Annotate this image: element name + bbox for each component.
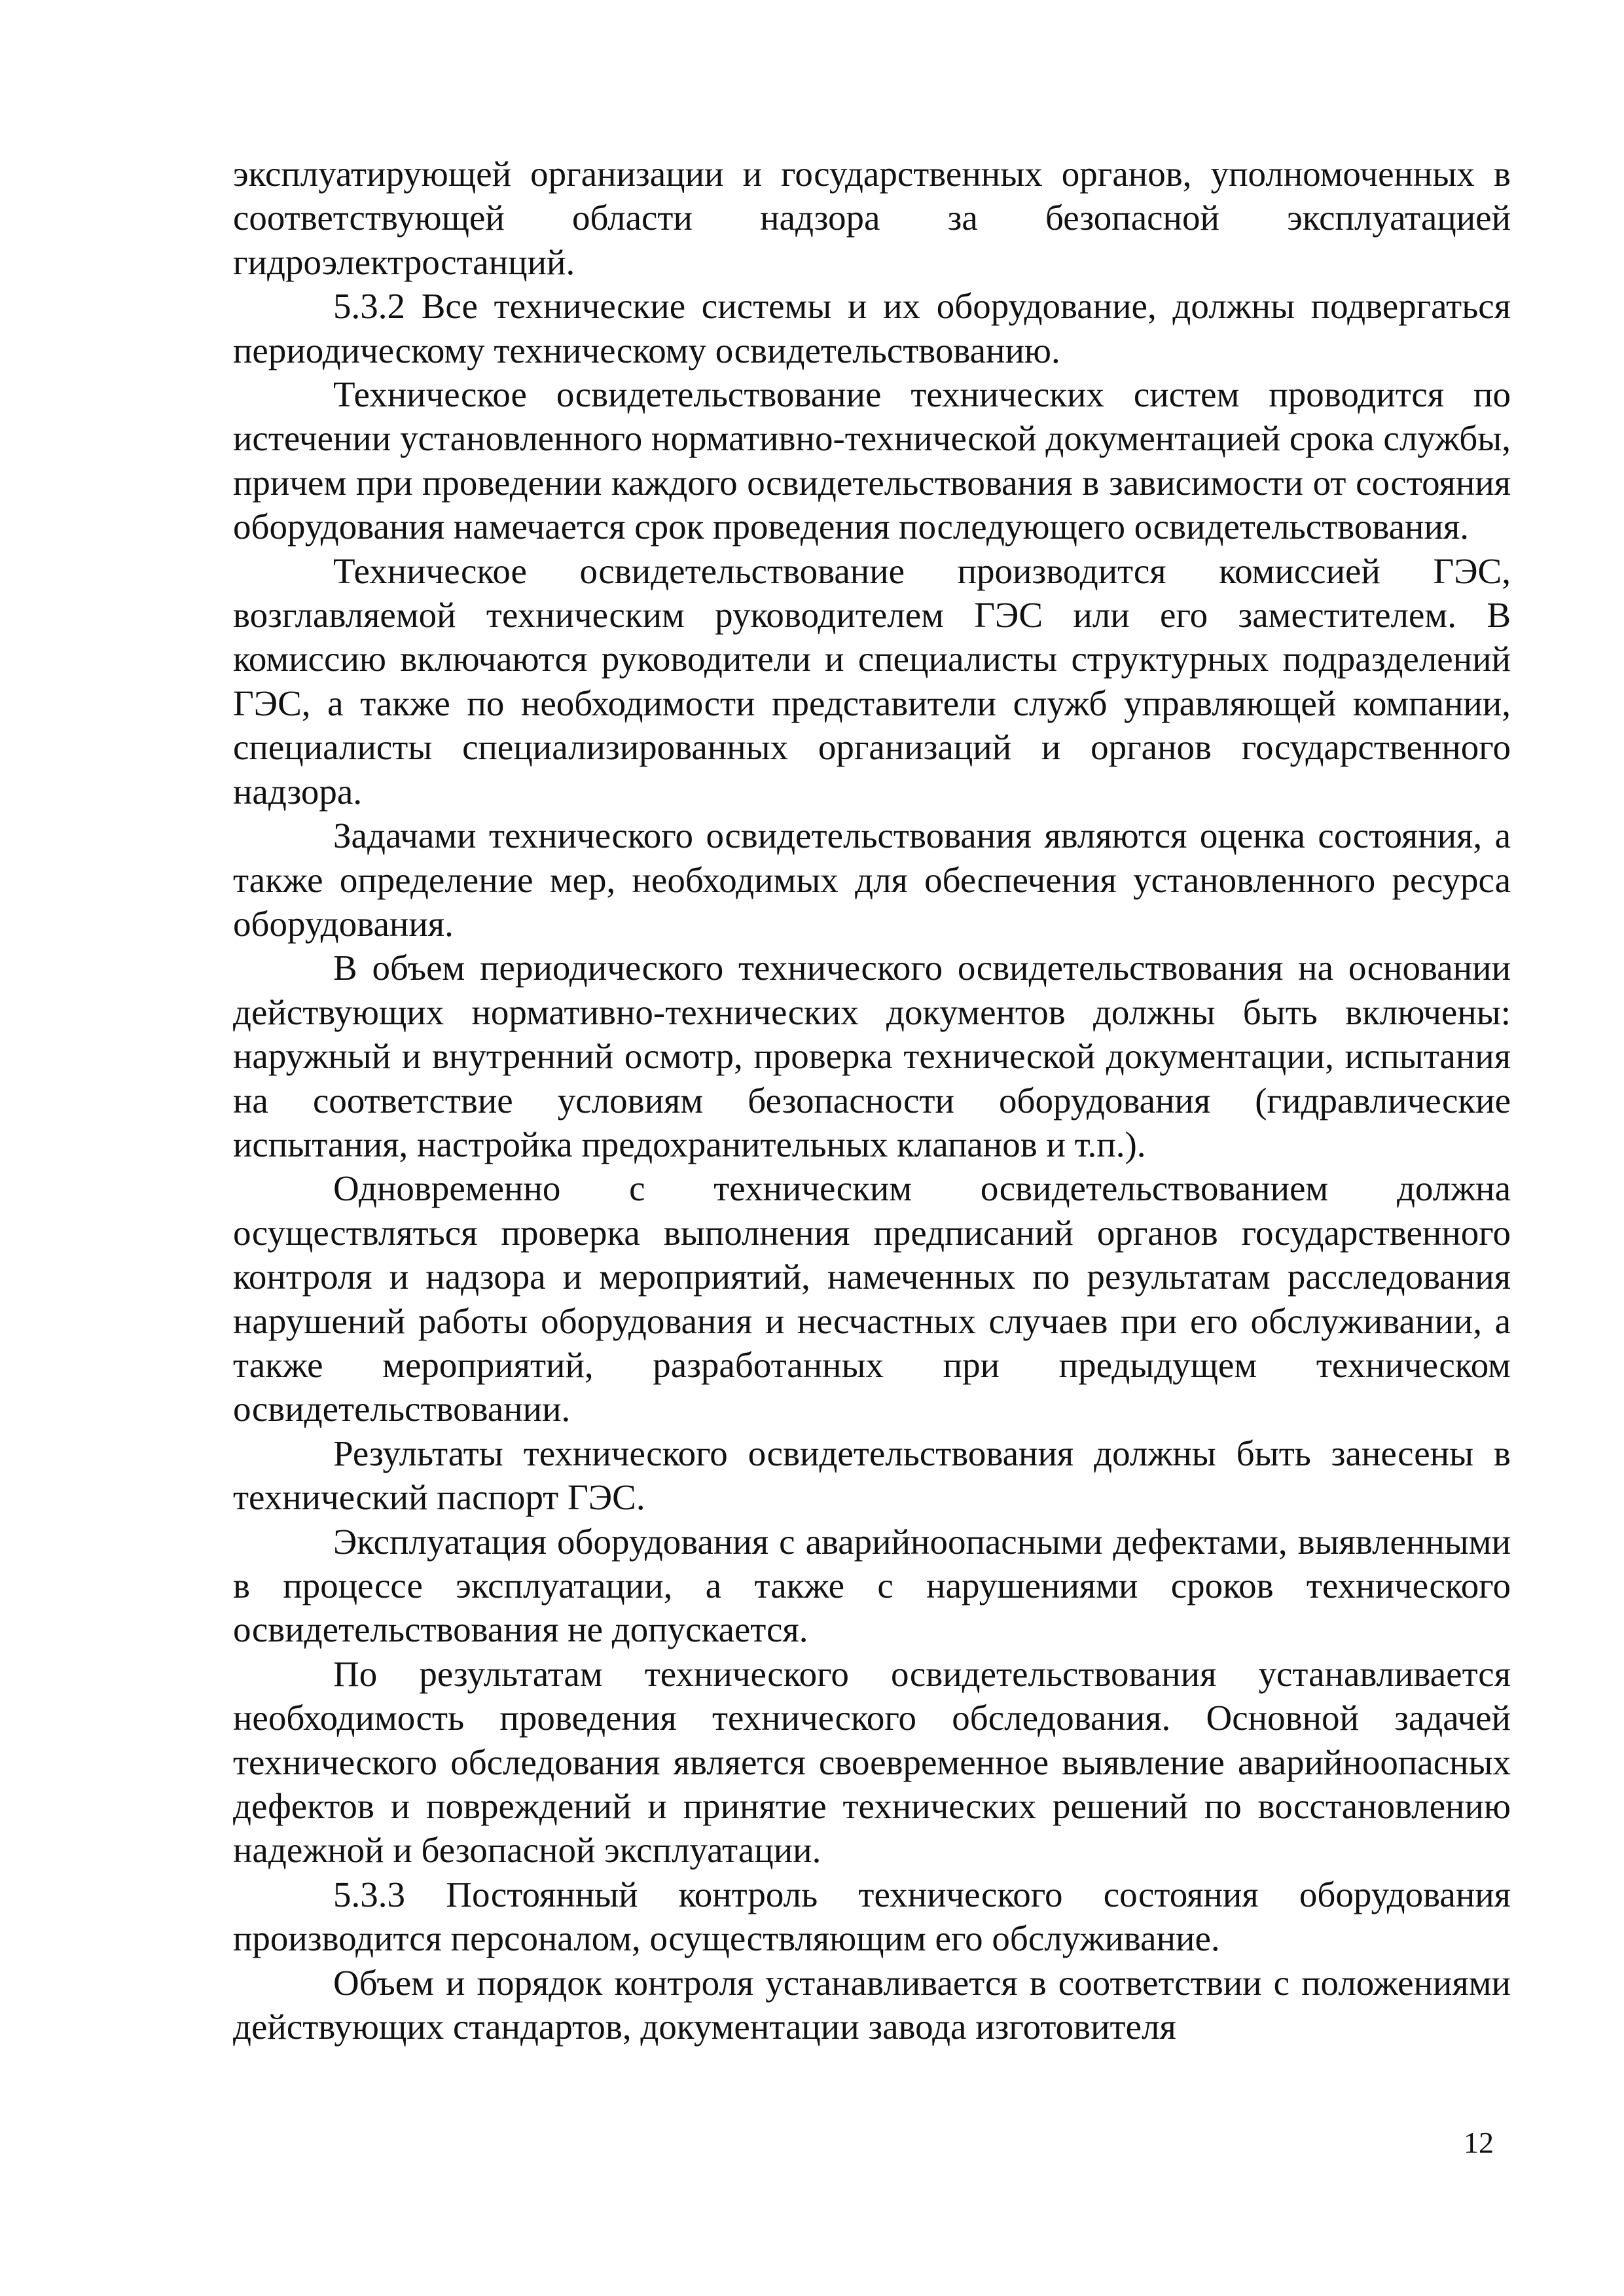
paragraph: Эксплуатация оборудования с аварийноопасными дефектами, выявленными в процессе эксплуатации, а также с нарушениями сроков технического освидетельствования не допускается. bbox=[233, 1521, 1511, 1650]
page-number: 12 bbox=[1464, 2126, 1494, 2159]
paragraph: Объем и порядок контроля устанавливается в соответствии с положениями действующих стандартов, документации завода изготовителя bbox=[233, 1962, 1511, 2047]
paragraph: Результаты технического освидетельствования должны быть занесены в технический паспорт ГЭС. bbox=[233, 1433, 1511, 1518]
paragraph-continuation: эксплуатирующей организации и государственных органов, уполномоченных в соответствующей области надзора за безопасной эксплуатацией гидроэлектростанций. bbox=[233, 154, 1511, 282]
paragraph: Одновременно с техническим освидетельствованием должна осуществляться проверка выполнения предписаний органов государственного контроля и надзора и мероприятий, намеченных по результатам расследования нарушений работы оборудования и несчастных случаев при его обслуживании, а также мероприятий, разработанных при предыдущем техническом освидетельствовании. bbox=[233, 1168, 1511, 1429]
body-text bbox=[233, 152, 1511, 2049]
paragraph: В объем периодического технического освидетельствования на основании действующих нормативно-технических документов должны быть включены: наружный и внутренний осмотр, проверка технической документации, испытания на соответствие условиям безопасности оборудования (гидравлические испытания, настройка предохранительных клапанов и т.п.). bbox=[233, 948, 1511, 1164]
paragraph: По результатам технического освидетельствования устанавливается необходимость проведения технического обследования. Основной задачей технического обследования является своевременное выявление аварийноопасных дефектов и повреждений и принятие технических решений по восстановлению надежной и безопасной эксплуатации. bbox=[233, 1653, 1511, 1871]
paragraph: Техническое освидетельствование производится комиссией ГЭС, возглавляемой техническим руководителем ГЭС или его заместителем. В комиссию включаются руководители и специалисты структурных подразделений ГЭС, а также по необходимости представители служб управляющей компании, специалисты специализированных организаций и органов государственного надзора. bbox=[233, 550, 1511, 812]
paragraph-5-3-3: 5.3.3 Постоянный контроль технического состояния оборудования производится персоналом, осуществляющим его обслуживание. bbox=[233, 1874, 1511, 1959]
paragraph: Техническое освидетельствование технических систем проводится по истечении установленного нормативно-технической документацией срока службы, причем при проведении каждого освидетельствования в зависимости от состояния оборудования намечается срок проведения последующего освидетельствования. bbox=[233, 374, 1511, 547]
paragraph: Задачами технического освидетельствования являются оценка состояния, а также определение мер, необходимых для обеспечения установленного ресурса оборудования. bbox=[233, 816, 1511, 944]
paragraph-5-3-2: 5.3.2 Все технические системы и их оборудование, должны подвергаться периодическому техническому освидетельствованию. bbox=[233, 286, 1511, 370]
